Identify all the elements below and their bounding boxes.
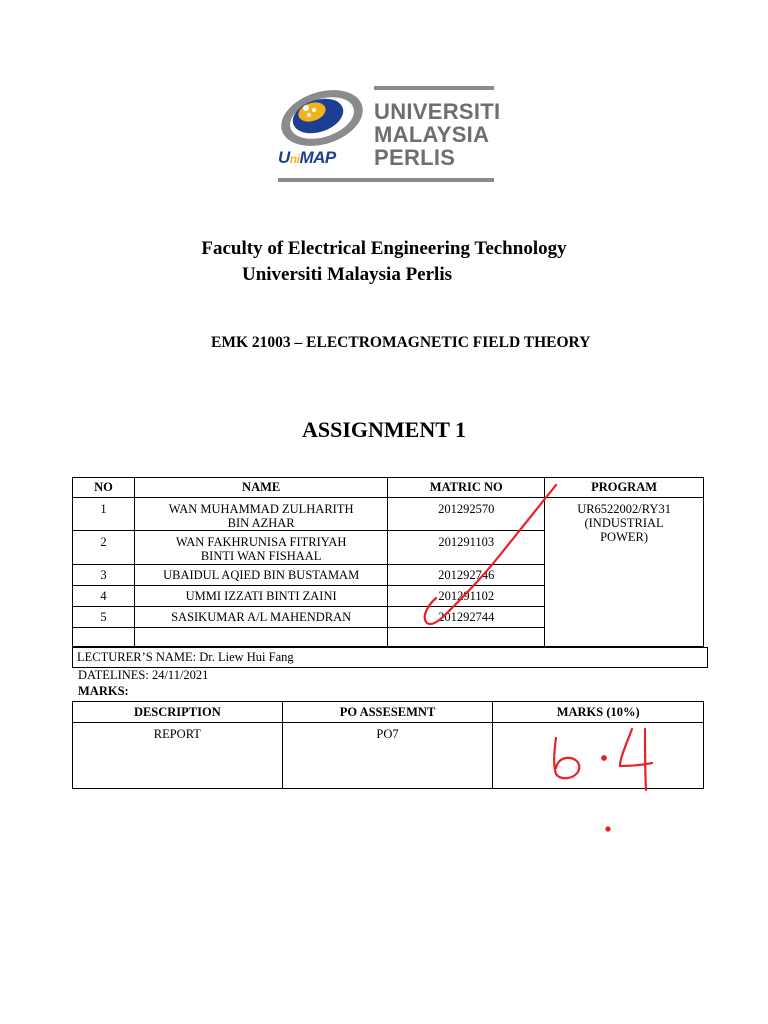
row-no: 2 <box>73 531 135 565</box>
marks-label: MARKS: <box>78 684 129 698</box>
datelines: DATELINES: 24/11/2021 <box>78 668 209 682</box>
lecturer-name: LECTURER’S NAME: Dr. Liew Hui Fang <box>72 647 708 668</box>
handwritten-four-icon <box>620 729 652 790</box>
row-name: UMMI IZZATI BINTI ZAINI <box>134 586 388 607</box>
header-po: PO ASSESEMNT <box>282 702 493 723</box>
faculty-name: Faculty of Electrical Engineering Technology <box>201 238 567 259</box>
unimap-wordmark: UniMAP <box>278 148 336 167</box>
row-no: 5 <box>73 607 135 628</box>
header-program: PROGRAM <box>545 478 704 498</box>
row-name: SASIKUMAR A/L MAHENDRAN <box>134 607 388 628</box>
header-no: NO <box>73 478 135 498</box>
header-name: NAME <box>134 478 388 498</box>
row-name: WAN FAKHRUNISA FITRIYAH BINTI WAN FISHAAL <box>134 531 388 565</box>
logo-line-3: PERLIS <box>374 145 456 170</box>
row-no: 3 <box>73 565 135 586</box>
row-no: 1 <box>73 498 135 531</box>
handwritten-six-icon <box>554 738 579 778</box>
stray-dot-icon <box>607 828 610 831</box>
row-matric: 201292570 <box>388 498 545 531</box>
po-cell: PO7 <box>282 723 493 789</box>
checkmark-icon <box>425 485 556 624</box>
row-name: WAN MUHAMMAD ZULHARITH BIN AZHAR <box>134 498 388 531</box>
logo-line-2: MALAYSIA <box>374 122 490 147</box>
row-matric: 201292744 <box>388 607 545 628</box>
header-matric: MATRIC NO <box>388 478 545 498</box>
description-cell: REPORT <box>73 723 283 789</box>
decimal-dot-icon <box>602 756 606 760</box>
row-name: UBAIDUL AQIED BIN BUSTAMAM <box>134 565 388 586</box>
header-marks: MARKS (10%) <box>493 702 704 723</box>
course-title: EMK 21003 – ELECTROMAGNETIC FIELD THEORY <box>211 334 591 351</box>
university-name: Universiti Malaysia Perlis <box>241 264 453 285</box>
program-cell: UR6522002/RY31 (INDUSTRIAL POWER) <box>545 498 704 647</box>
logo-line-1: UNIVERSITI <box>374 99 501 124</box>
row-matric: 201292746 <box>388 565 545 586</box>
header-description: DESCRIPTION <box>73 702 283 723</box>
assignment-title: ASSIGNMENT 1 <box>301 417 467 442</box>
row-no: 4 <box>73 586 135 607</box>
row-matric: 201291103 <box>388 531 545 565</box>
row-matric: 201291102 <box>388 586 545 607</box>
